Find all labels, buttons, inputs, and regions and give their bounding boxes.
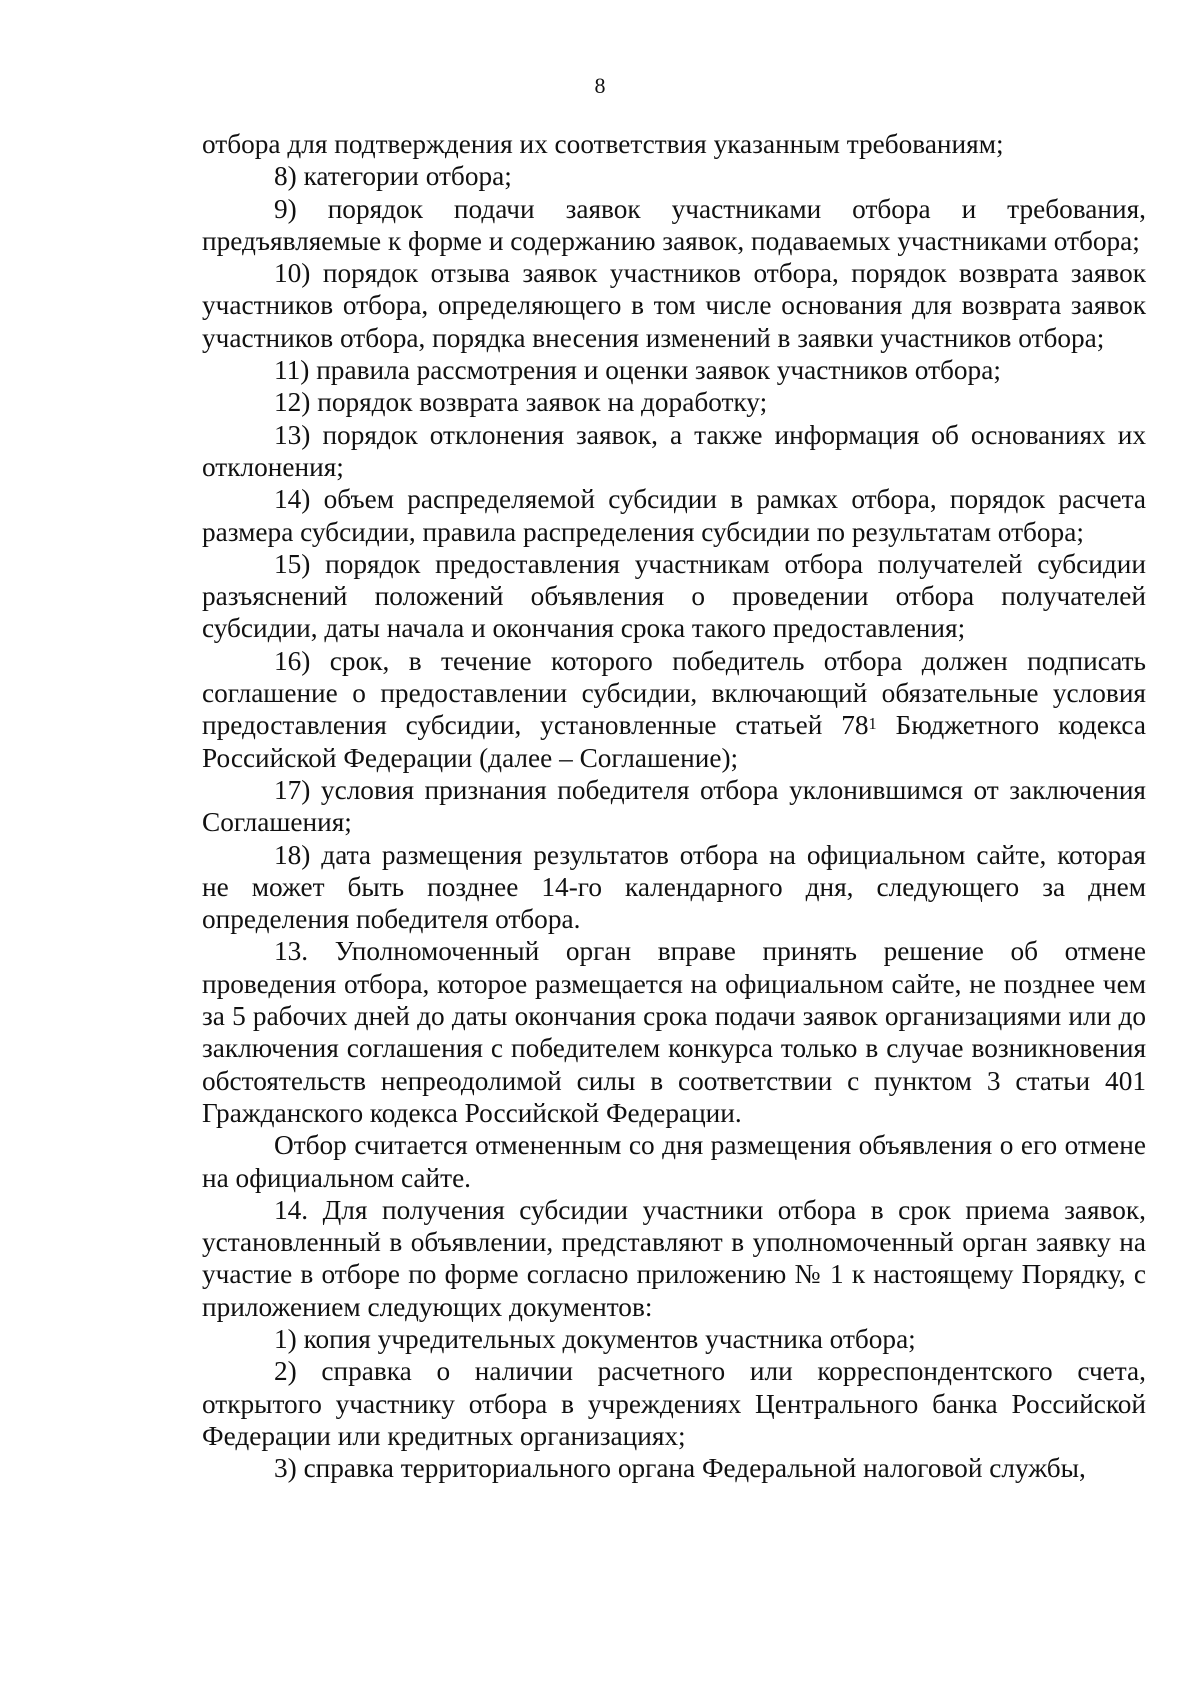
list-item-16-text-after: Бюджетного кодекса Российской Федерации (далее – Соглашение); <box>202 710 1146 773</box>
list-item-15: 15) порядок предоставления участникам отбора получателей субсидии разъяснений положений объявления о проведении отбора получателей субсидии, даты начала и окончания срока такого предоставления; <box>202 548 1146 644</box>
article-superscript: 1 <box>868 713 877 733</box>
document-item-3: 3) справка территориального органа Федеральной налоговой службы, <box>274 1453 1086 1484</box>
list-item-18: 18) дата размещения результатов отбора на официальном сайте, которая не может быть позднее 14-го календарного дня, следующего за днем определения победителя отбора. <box>202 839 1146 935</box>
clause-13: 13. Уполномоченный орган вправе принять решение об отмене проведения отбора, которое размещается на официальном сайте, не позднее чем за 5 рабочих дней до даты окончания срока подачи заявок организациями или до заключения соглашения с победителем конкурса только в случае возникновения обстоятельств непреодолимой силы в соответствии с пунктом 3 статьи 401 Гражданского кодекса Российской Федерации. <box>202 936 1146 1128</box>
list-item-16-text-before: 16) срок, в течение которого победитель отбора должен подписать соглашение о предоставлении субсидии, включающий обязательные условия предоставления субсидии, установленные статьей 78 <box>202 645 1146 741</box>
list-item-14: 14) объем распределяемой субсидии в рамках отбора, порядок расчета размера субсидии, правила распределения субсидии по результатам отбора; <box>202 484 1146 547</box>
page-number: 8 <box>594 73 606 98</box>
list-item-8: 8) категории отбора; <box>274 161 512 192</box>
document-body <box>202 128 1146 1484</box>
document-item-2: 2) справка о наличии расчетного или корреспондентского счета, открытого участнику отбора в учреждениях Центрального банка Российской Федерации или кредитных организациях; <box>202 1356 1146 1451</box>
clause-14: 14. Для получения субсидии участники отбора в срок приема заявок, установленный в объявлении, представляют в уполномоченный орган заявку на участие в отборе по форме согласно приложению № 1 к настоящему Порядку, с приложением следующих документов: <box>202 1194 1146 1322</box>
list-item-12: 12) порядок возврата заявок на доработку; <box>274 387 768 418</box>
document-item-1: 1) копия учредительных документов участника отбора; <box>274 1323 916 1354</box>
list-item-10: 10) порядок отзыва заявок участников отбора, порядок возврата заявок участников отбора, определяющего в том числе основания для возврата заявок участников отбора, порядка внесения изменений в заявки участников отбора; <box>202 258 1146 353</box>
list-item-13: 13) порядок отклонения заявок, а также информация об основаниях их отклонения; <box>202 419 1146 482</box>
list-item-11: 11) правила рассмотрения и оценки заявок участников отбора; <box>274 355 1001 386</box>
clause-13-note: Отбор считается отмененным со дня размещения объявления о его отмене на официальном сайте. <box>202 1130 1146 1193</box>
list-item-16 <box>202 645 1146 774</box>
list-item-17: 17) условия признания победителя отбора уклонившимся от заключения Соглашения; <box>202 774 1146 838</box>
paragraph-continuation: отбора для подтверждения их соответствия указанным требованиям; <box>202 129 1004 159</box>
list-item-9: 9) порядок подачи заявок участниками отбора и требования, предъявляемые к форме и содержанию заявок, подаваемых участниками отбора; <box>202 193 1146 256</box>
